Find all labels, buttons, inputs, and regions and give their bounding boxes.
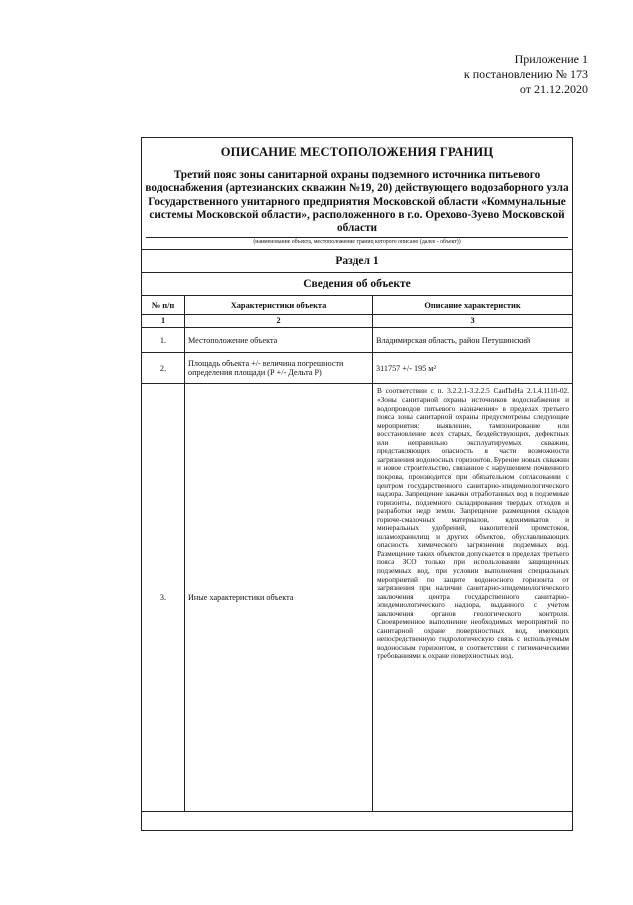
section-title: Раздел 1 — [142, 249, 572, 272]
row-number: 2. — [142, 353, 185, 384]
row-description: В соответствии с п. 3.2.2.1-3.2.2.5 СанПиНа 2.1.4.1110-02. «Зоны санитарной охраны источников водоснабжения и водопроводов питьевого назначения» в пределах третьего пояса зоны санитарной охраны предусмотрены следующие мероприятия: выявление, тампонирование или восстановление всех старых, бездействующих, дефектных или неправильно эксплуатируемых скважин, представляющих опасность в части возможности загрязнения водоносных горизонтов. Бурение новых скважин и новое строительство, связанное с нарушением почвенного покрова, производится при обязательном согласовании с центром государственного санитарно-эпидемиологического надзора. Запрещение закачки отработанных вод в подземные горизонты, подземного складирования твердых отходов и разработки недр земли. Запрещение размещения складов горюче-смазочных материалов, ядохимикатов и минеральных удобрений, накопителей промстоков, шламохранилищ и других объектов, обуславливающих опасность химического загрязнения подземных вод. Размещение таких объектов допускается в пределах третьего пояса ЗСО только при использовании защищенных подземных вод, при условии выполнения специальных мероприятий по защите водоносного горизонта от загрязнения при наличии санитарно-эпидемиологического заключения центра государственного санитарно-эпидемиологического надзора, выданного с учетом заключения органов геологического контроля. Своевременное выполнение необходимых мероприятий по санитарной охране поверхностных вод, имеющих непосредственную гидрологическую связь с используемым водоносным горизонтом, в соответствии с гигиеническими требованиями к охране поверхностных вод. — [373, 384, 573, 812]
row-characteristic: Местоположение объекта — [185, 328, 373, 353]
table-row — [142, 384, 572, 812]
appendix-note — [464, 52, 588, 97]
appendix-line-1: Приложение 1 — [514, 52, 588, 66]
document-header — [142, 145, 572, 246]
column-number: 2 — [185, 315, 373, 328]
object-name: Третий пояс зоны санитарной охраны подземного источника питьевого водоснабжения (артезианских скважин №19, 20) действующего водозаборного узла Государственного унитарного предприятия Московской области «Коммунальные системы Московской области», расположенного в г.о. Орехово-Зуево Московской области — [145, 169, 569, 235]
document-title: ОПИСАНИЕ МЕСТОПОЛОЖЕНИЯ ГРАНИЦ — [220, 145, 494, 159]
row-description: 311757 +/- 195 м² — [373, 353, 573, 384]
row-number: 3. — [142, 384, 185, 812]
column-header-characteristic: Характеристики объекта — [185, 296, 373, 315]
column-number: 1 — [142, 315, 185, 328]
appendix-line-3: от 21.12.2020 — [519, 82, 588, 96]
row-characteristic: Площадь объекта +/- величина погрешности определения площади (Р +/- Дельта Р) — [185, 353, 373, 384]
table-row — [142, 328, 572, 353]
object-name-caption: (наименование объекта, местоположение границ которого описано (далее - объект)) — [146, 237, 568, 246]
table-row — [142, 353, 572, 384]
row-description: Владимирская область, район Петушинский — [373, 328, 573, 353]
column-header-description: Описание характеристик — [373, 296, 573, 315]
row-characteristic: Иные характеристики объекта — [185, 384, 373, 812]
column-number: 3 — [373, 315, 573, 328]
document-frame — [141, 137, 573, 831]
row-number: 1. — [142, 328, 185, 353]
column-number-row — [142, 315, 572, 328]
table-header-row — [142, 296, 572, 315]
column-header-number: № п/п — [142, 296, 185, 315]
appendix-line-2: к постановлению № 173 — [463, 67, 588, 81]
section-heading: Сведения об объекте — [142, 272, 572, 295]
object-info-table — [142, 295, 572, 812]
